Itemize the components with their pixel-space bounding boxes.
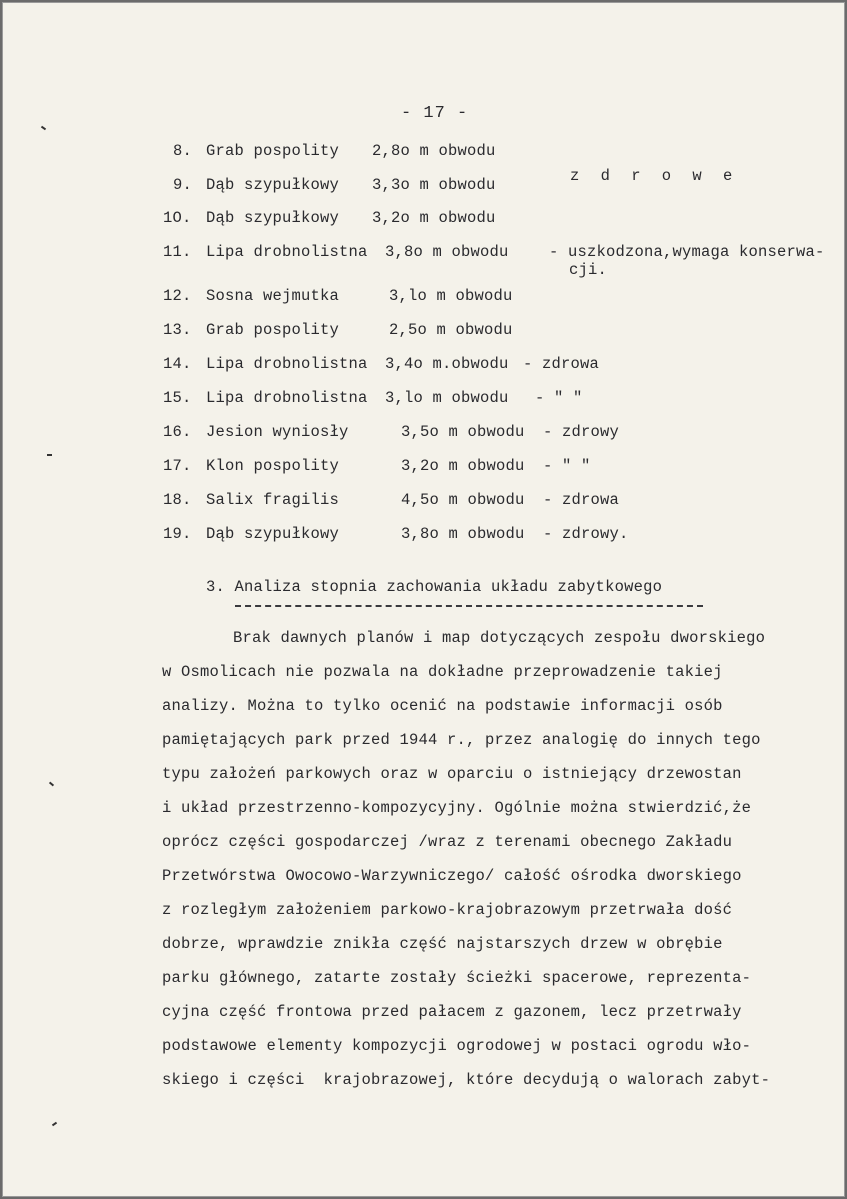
tree-measure: 3,8o m obwodu [401,525,525,543]
tree-measure: 3,8o m obwodu [385,243,509,261]
tree-condition: - zdrowa [543,491,620,509]
paragraph-line: cyjna część frontowa przed pałacem z gazonem, lecz przetrwały [162,1003,742,1021]
tree-measure: 3,5o m obwodu [401,423,525,441]
paragraph-line: i układ przestrzenno-kompozycyjny. Ogólnie można stwierdzić,że [162,799,752,817]
tree-name: Klon pospolity [206,457,340,475]
item-number: 1O. [163,209,192,227]
tree-name: Lipa drobnolistna [206,243,368,261]
tree-name: Sosna wejmutka [206,287,340,305]
tree-measure: 3,3o m obwodu [372,176,496,194]
tree-condition: - zdrowy. [543,525,629,543]
paragraph-line: analizy. Można to tylko ocenić na podstawie informacji osób [162,697,723,715]
margin-mark [47,454,52,456]
item-number: 16. [163,423,192,441]
section-heading: 3. Analiza stopnia zachowania układu zabytkowego [206,578,663,596]
item-number: 19. [163,525,192,543]
paragraph-line: w Osmolicach nie pozwala na dokładne przeprowadzenie takiej [162,663,723,681]
paragraph-line: dobrze, wprawdzie znikła część najstarszych drzew w obrębie [162,935,723,953]
tree-condition: - zdrowa [523,355,600,373]
item-number: 15. [163,389,192,407]
margin-mark [52,1122,57,1127]
tree-condition: z d r o w e [570,167,739,185]
tree-measure: 3,4o m.obwodu [385,355,509,373]
tree-condition: - zdrowy [543,423,620,441]
tree-name: Grab pospolity [206,142,340,160]
paragraph-line: z rozległym założeniem parkowo-krajobrazowym przetrwała dość [162,901,733,919]
page-number: - 17 - [401,104,469,123]
tree-measure: 2,5o m obwodu [389,321,513,339]
tree-name: Dąb szypułkowy [206,525,340,543]
paragraph-line: pamiętających park przed 1944 r., przez analogię do innych tego [162,731,761,749]
tree-name: Dąb szypułkowy [206,209,340,227]
item-number: 8. [173,142,193,160]
item-number: 13. [163,321,192,339]
tree-condition: - " " [535,389,583,407]
tree-measure: 3,2o m obwodu [372,209,496,227]
tree-name: Lipa drobnolistna [206,355,368,373]
margin-mark [41,126,46,131]
tree-measure: 3,2o m obwodu [401,457,525,475]
item-number: 9. [173,176,193,194]
tree-measure: 4,5o m obwodu [401,491,525,509]
item-number: 14. [163,355,192,373]
paragraph-line: parku głównego, zatarte zostały ścieżki spacerowe, reprezenta- [162,969,752,987]
tree-condition: - uszkodzona,wymaga konserwa- [549,243,825,261]
paragraph-line: skiego i części krajobrazowej, które decydują o walorach zabyt- [162,1071,771,1089]
paragraph-line: typu założeń parkowych oraz w oparciu o istniejący drzewostan [162,765,742,783]
tree-name: Jesion wyniosły [206,423,349,441]
tree-measure: 3,lo m obwodu [385,389,509,407]
typewritten-page [2,2,845,1197]
tree-name: Lipa drobnolistna [206,389,368,407]
tree-name: Salix fragilis [206,491,340,509]
paragraph-line: podstawowe elementy kompozycji ogrodowej w postaci ogrodu wło- [162,1037,752,1055]
paragraph-line: oprócz części gospodarczej /wraz z terenami obecnego Zakładu [162,833,733,851]
tree-name: Grab pospolity [206,321,340,339]
item-number: 11. [163,243,192,261]
tree-measure: 3,lo m obwodu [389,287,513,305]
margin-mark [49,782,54,787]
tree-condition: - " " [543,457,591,475]
tree-condition-continuation: cji. [569,261,608,279]
item-number: 12. [163,287,192,305]
tree-measure: 2,8o m obwodu [372,142,496,160]
tree-name: Dąb szypułkowy [206,176,340,194]
paragraph-line: Brak dawnych planów i map dotyczących zespołu dworskiego [233,629,766,647]
heading-underline [235,605,703,607]
paragraph-line: Przetwórstwa Owocowo-Warzywniczego/ całość ośrodka dworskiego [162,867,742,885]
item-number: 17. [163,457,192,475]
item-number: 18. [163,491,192,509]
